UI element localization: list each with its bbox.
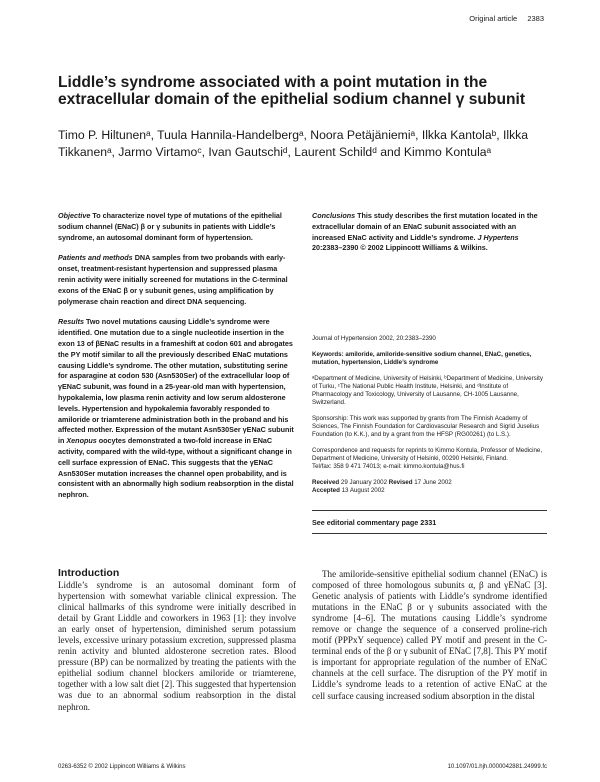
patients-text: DNA samples from two probands with early-onset, treatment-resistant hypertension and suppressed plasma renin activity were initially screened for mutations in the C-terminal exons of the ENaC β or γ subunit genes, using amplification by polymerase chain reaction and direct DNA sequencing.	[58, 253, 288, 306]
keywords-text: amiloride, amiloride-sensitive sodium channel, ENaC, genetics, mutation, hypertension, Liddle’s syndrome	[312, 351, 532, 366]
accepted-date: 13 August 2002	[341, 487, 385, 494]
abstract-conclusions	[312, 211, 547, 254]
divider-top	[312, 510, 547, 511]
accepted-label: Accepted	[312, 487, 340, 494]
received-date: 29 January 2002	[340, 479, 388, 486]
doi: 10.1097/01.hjh.0000042881.24999.fc	[447, 764, 547, 770]
citation-journal: J Hypertens	[477, 232, 519, 242]
abstract-results	[58, 317, 296, 501]
conclusions-text: This study describes the first mutation located in the extracellular domain of an ENaC subunit associated with an increased ENaC activity and Liddle’s syndrome.	[312, 211, 538, 242]
keywords-label: Keywords:	[312, 351, 344, 358]
results-text-1: Two novel mutations causing Liddle’s syndrome were identified. One mutation due to a single nucleotide insertion in the exon 13 of βENaC results in a frameshift at codon 601 and abrogates the PY motif similar to all the previously described ENaC mutations causing Liddle’s syndrome. The other mutation, substituting serine for asparagine at codon 530 (Asn530Ser) of the extracellular loop of γENaC subunit, was found in a 25-year-old man with hypertension, hypokalemia, low plasma renin activity and low serum aldosterone levels. Hypertension and hypokalemia favorably responded to amiloride or triamterene administration both in the proband and his affected mother. Expression of the mutant Asn530Ser γENaC subunit in	[58, 317, 294, 446]
revised-date: 17 June 2002	[414, 479, 452, 486]
article-metadata	[312, 335, 547, 503]
patients-label: Patients and methods	[58, 253, 133, 263]
objective-label: Objective	[58, 211, 91, 220]
correspondence: Correspondence and requests for reprints to Kimmo Kontula, Professor of Medicine, Department of Medicine, University of Helsinki, 00290 Helsinki, Finland.	[312, 447, 543, 462]
contact: Tel/fax: 358 9 471 74013; e-mail: kimmo.kontula@hus.fi	[312, 463, 465, 470]
keywords	[312, 351, 547, 367]
introduction-left-column: Liddle’s syndrome is an autosomal dominant form of hypertension with somewhat variable clinical expression. The clinical hallmarks of this syndrome were initially described in detail by Grant Liddle and coworkers in 1963 [1]: they involve an early onset of hypertension, diminished serum potassium levels, excessive urinary potassium excretion, suppressed plasma renin activity and blunted aldosterone secretion rates. Blood pressure (BP) can be normalized by treating the patients with the epithelial sodium channel blockers amiloride or triamterene, together with a low salt diet [2]. This suggested that hypertension was due to an abnormal sodium reabsorption in the distal nephron.	[58, 580, 296, 712]
results-italic: Xenopus	[66, 436, 97, 446]
section-label: Original article	[469, 14, 518, 23]
page-footer	[58, 764, 547, 770]
conclusions-label: Conclusions	[312, 211, 356, 220]
affiliations: ᵃDepartment of Medicine, University of Helsinki, ᵇDepartment of Medicine, University of Turku, ᶜThe National Public Health Institute, Helsinki, and ᵈInstitute of Pharmacology and Toxicology, University of Lausanne, CH-1005 Lausanne, Switzerland.	[312, 375, 543, 406]
copyright: 0263-6352 © 2002 Lippincott Williams & Wilkins	[58, 764, 186, 770]
article-title: Liddle’s syndrome associated with a point mutation in the extracellular domain of the epithelial sodium channel γ subunit	[58, 74, 526, 108]
sponsorship: Sponsorship: This work was supported by grants from The Finnish Academy of Sciences, The Finnish Foundation for Cardiovascular Research and Sigrid Juselius Foundation (to K.K.), and by a grant from the HFSP (RG00261) (to L.S.).	[312, 415, 540, 438]
divider-bottom	[312, 533, 547, 534]
abstract-objective	[58, 211, 296, 243]
results-text-2: oocytes demonstrated a two-fold increase in ENaC activity, compared with the wild-type, without a significant change in cell surface expression of ENaC. This suggests that the γENaC Asn530Ser mutation increases the channel open probability, and is consistent with an abnormally high sodium reabsorption in the distal nephron.	[58, 436, 294, 500]
editorial-commentary-link[interactable]: See editorial commentary page 2331	[312, 518, 437, 527]
received-label: Received	[312, 479, 340, 486]
page-number: 2383	[527, 14, 544, 23]
citation-rest: 20:2383–2390 © 2002 Lippincott Williams & Wilkins.	[312, 243, 488, 253]
abstract-right-column	[312, 211, 547, 264]
running-header	[469, 14, 544, 23]
objective-text: To characterize novel type of mutations of the epithelial sodium channel (ENaC) β or γ subunits in patients with Liddle’s syndrome, an autosomal dominant form of hypertension.	[58, 211, 282, 242]
journal-line: Journal of Hypertension 2002, 20:2383–2390	[312, 335, 436, 342]
results-label: Results	[58, 317, 84, 327]
dates	[312, 479, 547, 495]
introduction-heading: Introduction	[58, 567, 120, 579]
author-list: Timo P. Hiltunenᵃ, Tuula Hannila-Handelbergᵃ, Noora Petäjäniemiᵃ, Ilkka Kantolaᵇ, Ilkka Tikkanenᵃ, Jarmo Virtamoᶜ, Ivan Gautschiᵈ, Laurent Schildᵈ and Kimmo Kontulaᵃ	[58, 128, 529, 159]
revised-label: Revised	[388, 479, 413, 486]
introduction-right-column: The amiloride-sensitive epithelial sodium channel (ENaC) is composed of three homologous subunits α, β and γENaC [3]. Genetic analysis of patients with Liddle’s syndrome identified mutations in the ENaC β or γ subunits associated with the syndrome [4–6]. The mutations causing Liddle’s syndrome remove or change the sequence of a conserved proline-rich motif (PPPxY sequence) called PY motif and present in the C-terminal ends of the β or γ subunit of ENaC [7,8]. This PY motif is important for appropriate regulation of the number of ENaC channels at the cell surface. The disruption of the PY motif in Liddle’s syndrome leads to a retention of active ENaC at the cell surface causing increased sodium absorption in the distal	[312, 569, 547, 701]
abstract-left-column	[58, 211, 296, 511]
abstract-patients-methods	[58, 253, 296, 307]
